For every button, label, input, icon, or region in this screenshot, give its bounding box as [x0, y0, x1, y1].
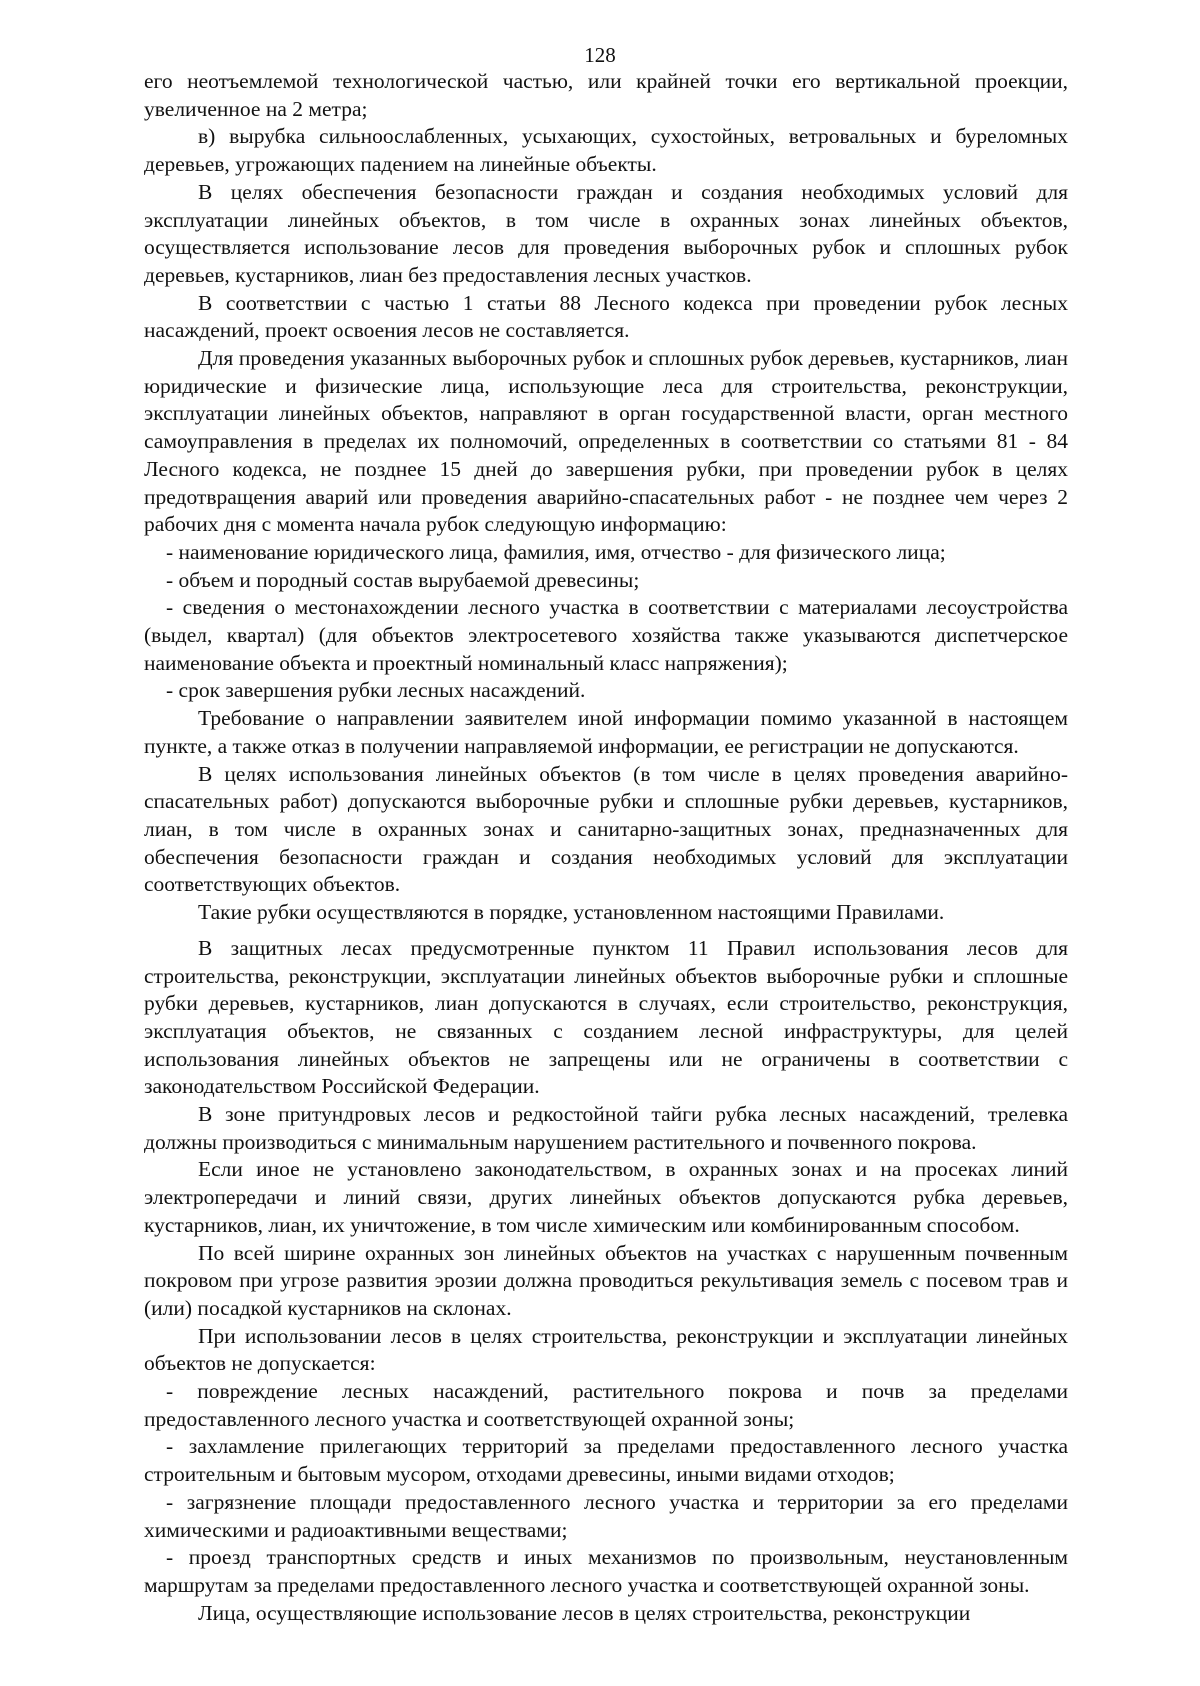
list-item: - срок завершения рубки лесных насаждений.: [166, 678, 586, 703]
list-item: - проезд транспортных средств и иных механизмов по произвольным, неустановленным маршрутам за пределами предоставленного лесного участка и соответствующей охранной зоны.: [144, 1545, 1068, 1597]
page-number: 128: [584, 43, 616, 67]
list-item: - загрязнение площади предоставленного лесного участка и территории за его пределами химическими и радиоактивными веществами;: [144, 1489, 1068, 1542]
paragraph: Такие рубки осуществляются в порядке, установленном настоящими Правилами.: [198, 900, 945, 925]
paragraph: При использовании лесов в целях строительства, реконструкции и эксплуатации линейных объектов не допускается:: [144, 1323, 1068, 1376]
paragraph: По всей ширине охранных зон линейных объектов на участках с нарушенным почвенным покровом при угрозе развития эрозии должна проводиться рекультивация земель с посевом трав и (или) посадкой кустарников на склонах.: [144, 1240, 1068, 1320]
paragraph: В целях обеспечения безопасности граждан и создания необходимых условий для эксплуатации линейных объектов, в том числе в охранных зонах линейных объектов, осуществляется использование лесов для проведения выборочных рубок и сплошных рубок деревьев, кустарников, лиан без предоставления лесных участков.: [144, 179, 1068, 287]
paragraph: Лица, осуществляющие использование лесов в целях строительства, реконструкции: [198, 1600, 971, 1625]
list-item: - наименование юридического лица, фамилия, имя, отчество - для физического лица;: [166, 539, 946, 564]
paragraph: Если иное не установлено законодательством, в охранных зонах и на просеках линий электропередачи и линий связи, других линейных объектов допускаются рубка деревьев, кустарников, лиан, их уничтожение, в том числе химическим или комбинированным способом.: [144, 1157, 1068, 1237]
list-item: - повреждение лесных насаждений, растительного покрова и почв за пределами предоставленного лесного участка и соответствующей охранной зоны;: [144, 1379, 1068, 1431]
paragraph: в) вырубка сильноослабленных, усыхающих, сухостойных, ветровальных и буреломных деревьев, угрожающих падением на линейные объекты.: [144, 124, 1068, 177]
list-item: - сведения о местонахождении лесного участка в соответствии с материалами лесоустройства (выдел, квартал) (для объектов электросетевого хозяйства также указываются диспетчерское наименование объекта и проектный номинальный класс напряжения);: [144, 595, 1068, 675]
paragraph-gap: [144, 927, 1068, 935]
paragraph: В целях использования линейных объектов (в том числе в целях проведения аварийно-спасательных работ) допускаются выборочные рубки и сплошные рубки деревьев, кустарников, лиан, в том числе в охранных зонах и санитарно-защитных зонах, предназначенных для обеспечения безопасности граждан и создания необходимых условий для эксплуатации соответствующих объектов.: [144, 761, 1068, 897]
paragraph: В защитных лесах предусмотренные пунктом 11 Правил использования лесов для строительства, реконструкции, эксплуатации линейных объектов выборочные рубки и сплошные рубки деревьев, кустарников, лиан допускаются в случаях, если строительство, реконструкция, эксплуатация объектов, не связанных с созданием лесной инфраструктуры, для целей использования линейных объектов не запрещены или не ограничены в соответствии с законодательством Российской Федерации.: [144, 935, 1068, 1099]
paragraph: его неотъемлемой технологической частью, или крайней точки его вертикальной проекции, увеличенное на 2 метра;: [144, 69, 1068, 121]
paragraph: Для проведения указанных выборочных рубок и сплошных рубок деревьев, кустарников, лиан юридические и физические лица, использующие леса для строительства, реконструкции, эксплуатации линейных объектов, направляют в орган государственной власти, орган местного самоуправления в пределах их полномочий, определенных в соответствии со статьями 81 - 84 Лесного кодекса, не позднее 15 дней до завершения рубки, при проведении рубок в целях предотвращения аварий или проведения аварийно-спасательных работ - не позднее чем через 2 рабочих дня с момента начала рубок следующую информацию:: [144, 346, 1068, 537]
paragraph: В зоне притундровых лесов и редкостойной тайги рубка лесных насаждений, трелевка должны производиться с минимальным нарушением растительного и почвенного покрова.: [144, 1102, 1068, 1154]
list-item: - объем и породный состав вырубаемой древесины;: [166, 567, 640, 592]
list-item: - захламление прилегающих территорий за пределами предоставленного лесного участка строительным и бытовым мусором, отходами древесины, иными видами отходов;: [144, 1434, 1068, 1487]
document-body: [144, 68, 1068, 1627]
paragraph: Требование о направлении заявителем иной информации помимо указанной в настоящем пункте, а также отказ в получении направляемой информации, ее регистрации не допускаются.: [144, 706, 1068, 758]
paragraph: В соответствии с частью 1 статьи 88 Лесного кодекса при проведении рубок лесных насаждений, проект освоения лесов не составляется.: [144, 290, 1068, 343]
